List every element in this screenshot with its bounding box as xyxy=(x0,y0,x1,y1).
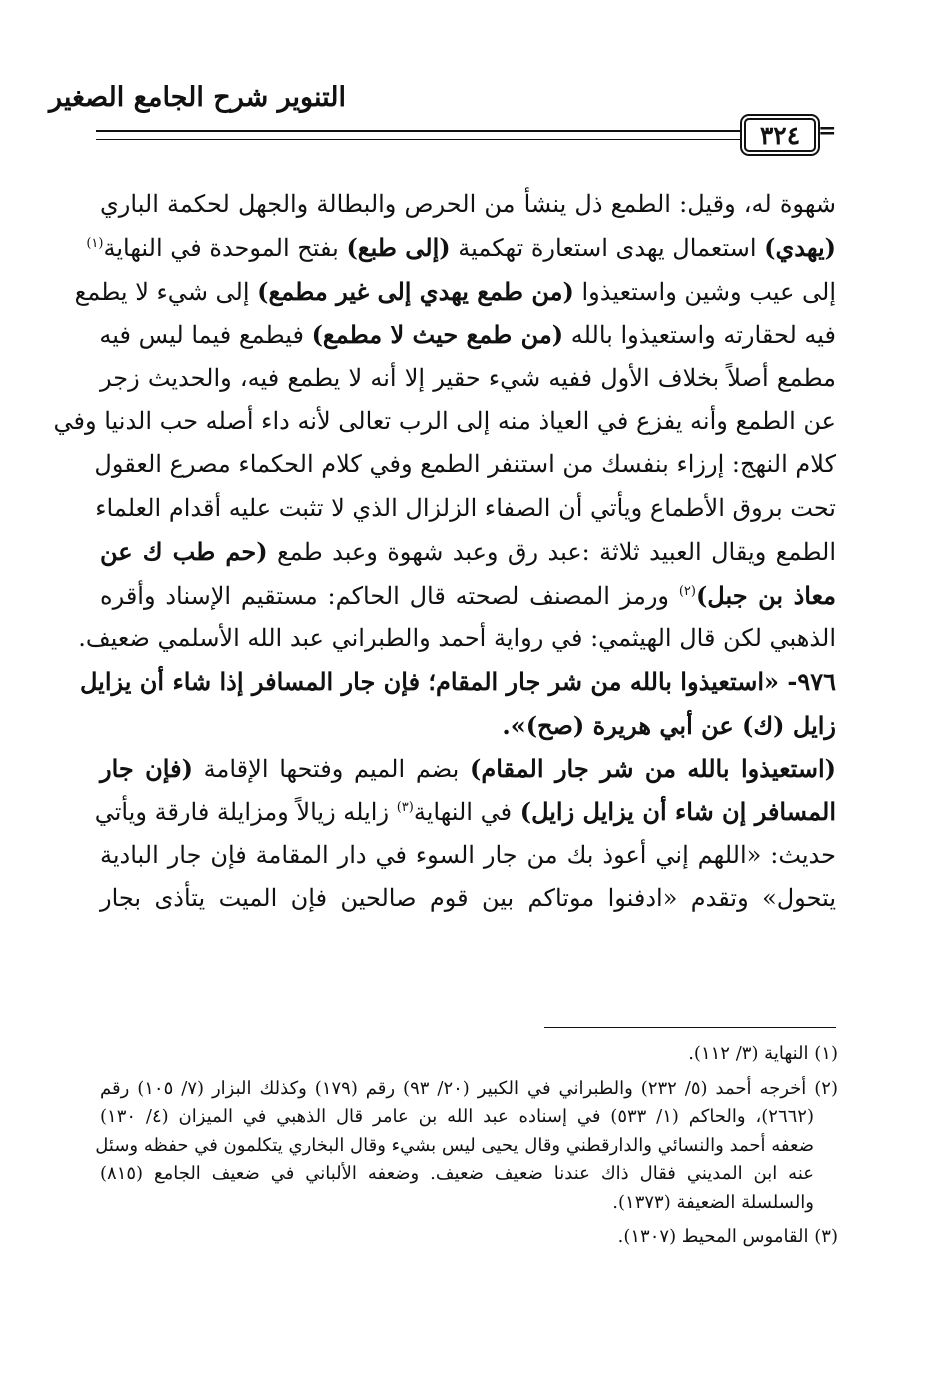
text-line: كلام النهج: إرزاء بنفسك من استنفر الطمع وفي كلام الحكماء مصرع العقول xyxy=(94,450,836,479)
text-line: عن الطمع وأنه يفزع في العياذ منه إلى الرب تعالى لأنه داء أصله حب الدنيا وفي xyxy=(53,406,836,435)
hadith-heading: زايل (ك) عن أبي هريرة (صح)». xyxy=(502,710,836,740)
footnote-2-line: ضعفه أحمد والنسائي والدارقطني وقال يحيى ليس بشيء وقال البخاري يتكلمون في حفظه وسئل xyxy=(95,1134,814,1156)
footnote-2: (٢) أخرجه أحمد (٥/ ٢٣٢) والطبراني في الكبير (٢٠/ ٩٣) رقم (١٧٩) وكذلك البزار (٧/ ١٠٥) رقم xyxy=(100,1077,838,1099)
footnote-1: (١) النهاية (٣/ ١١٢). xyxy=(688,1043,838,1064)
footnote-2-line: عنه ابن المديني فقال ذاك عندنا ضعيف ضعيف. وضعفه الألباني في ضعيف الجامع (٨١٥) xyxy=(100,1163,814,1184)
footnote-2-line: (٢٦٦٢)، والحاكم (١/ ٥٣٣) في إسناده عبد الله بن عامر قال الذهبي في الميزان (٤/ ١٣٠) xyxy=(100,1106,814,1127)
text-line: (استعيذوا بالله من شر جار المقام) بضم الميم وفتحها الإقامة (فإن جار xyxy=(100,754,837,784)
text-line: يتحول» وتقدم «ادفنوا موتاكم بين قوم صالحين فإن الميت يتأذى بجار xyxy=(100,884,836,913)
footnote-2-line: والسلسلة الضعيفة (١٣٧٣). xyxy=(612,1191,814,1213)
text-line: الذهبي لكن قال الهيثمي: في رواية أحمد والطبراني عبد الله الأسلمي ضعيف. xyxy=(78,623,836,652)
page-number: ٣٢٤ xyxy=(744,118,816,152)
text-line: مطمع أصلاً بخلاف الأول ففيه شيء حقير إلا أنه لا يطمع فيه، والحديث زجر xyxy=(100,363,836,392)
footnote-separator xyxy=(544,1027,836,1028)
hadith-heading: ٩٧٦- «استعيذوا بالله من شر جار المقام؛ فإن جار المسافر إذا شاء أن يزايل xyxy=(80,667,836,697)
footnote-ref: (١) xyxy=(86,236,104,252)
header-rule-bottom xyxy=(96,139,744,140)
text-line: معاذ بن جبل)$^{(٢)}$ ورمز المصنف لصحته قال الحاكم: مستقيم الإسناد وأقره xyxy=(100,580,837,610)
footnote-ref: (٣) xyxy=(396,800,414,816)
footnotes xyxy=(95,1040,838,1252)
footnote-3: (٣) القاموس المحيط (١٣٠٧). xyxy=(617,1226,838,1247)
header-rule xyxy=(96,116,836,152)
text-line: تحت بروق الأطماع ويأتي أن الصفاء الزلزال الذي لا تثبت عليه أقدام العلماء xyxy=(95,493,836,522)
main-text xyxy=(53,183,837,921)
page-number-ornament: = xyxy=(818,118,837,144)
text-line: المسافر إن شاء أن يزايل زايل) في النهاية$^{(٣)}$ زايله زيالاً ومزايلة فارقة ويأتي xyxy=(94,797,836,827)
text-line: حديث: «اللهم إني أعوذ بك من جار السوء في دار المقامة فإن جار البادية xyxy=(100,840,836,869)
text-line: شهوة له، وقيل: الطمع ذل ينشأ من الحرص والبطالة والجهل لحكمة الباري xyxy=(100,190,836,218)
text-line: إلى عيب وشين واستعيذوا (من طمع يهدي إلى غير مطمع) إلى شيء لا يطمع xyxy=(74,276,836,306)
header-rule-top xyxy=(96,130,744,132)
text-line: الطمع ويقال العبيد ثلاثة :عبد رق وعبد شهوة وعبد طمع (حم طب ك عن xyxy=(100,537,836,567)
text-line: فيه لحقارته واستعيذوا بالله (من طمع حيث لا مطمع) فيطمع فيما ليس فيه xyxy=(99,320,836,350)
running-title: التنوير شرح الجامع الصغير xyxy=(49,82,346,113)
text-line: (يهدي) استعمال يهدى استعارة تهكمية (إلى طبع) بفتح الموحدة في النهاية$^{(١)}$ xyxy=(86,233,836,263)
footnote-ref: (٢) xyxy=(678,583,696,599)
